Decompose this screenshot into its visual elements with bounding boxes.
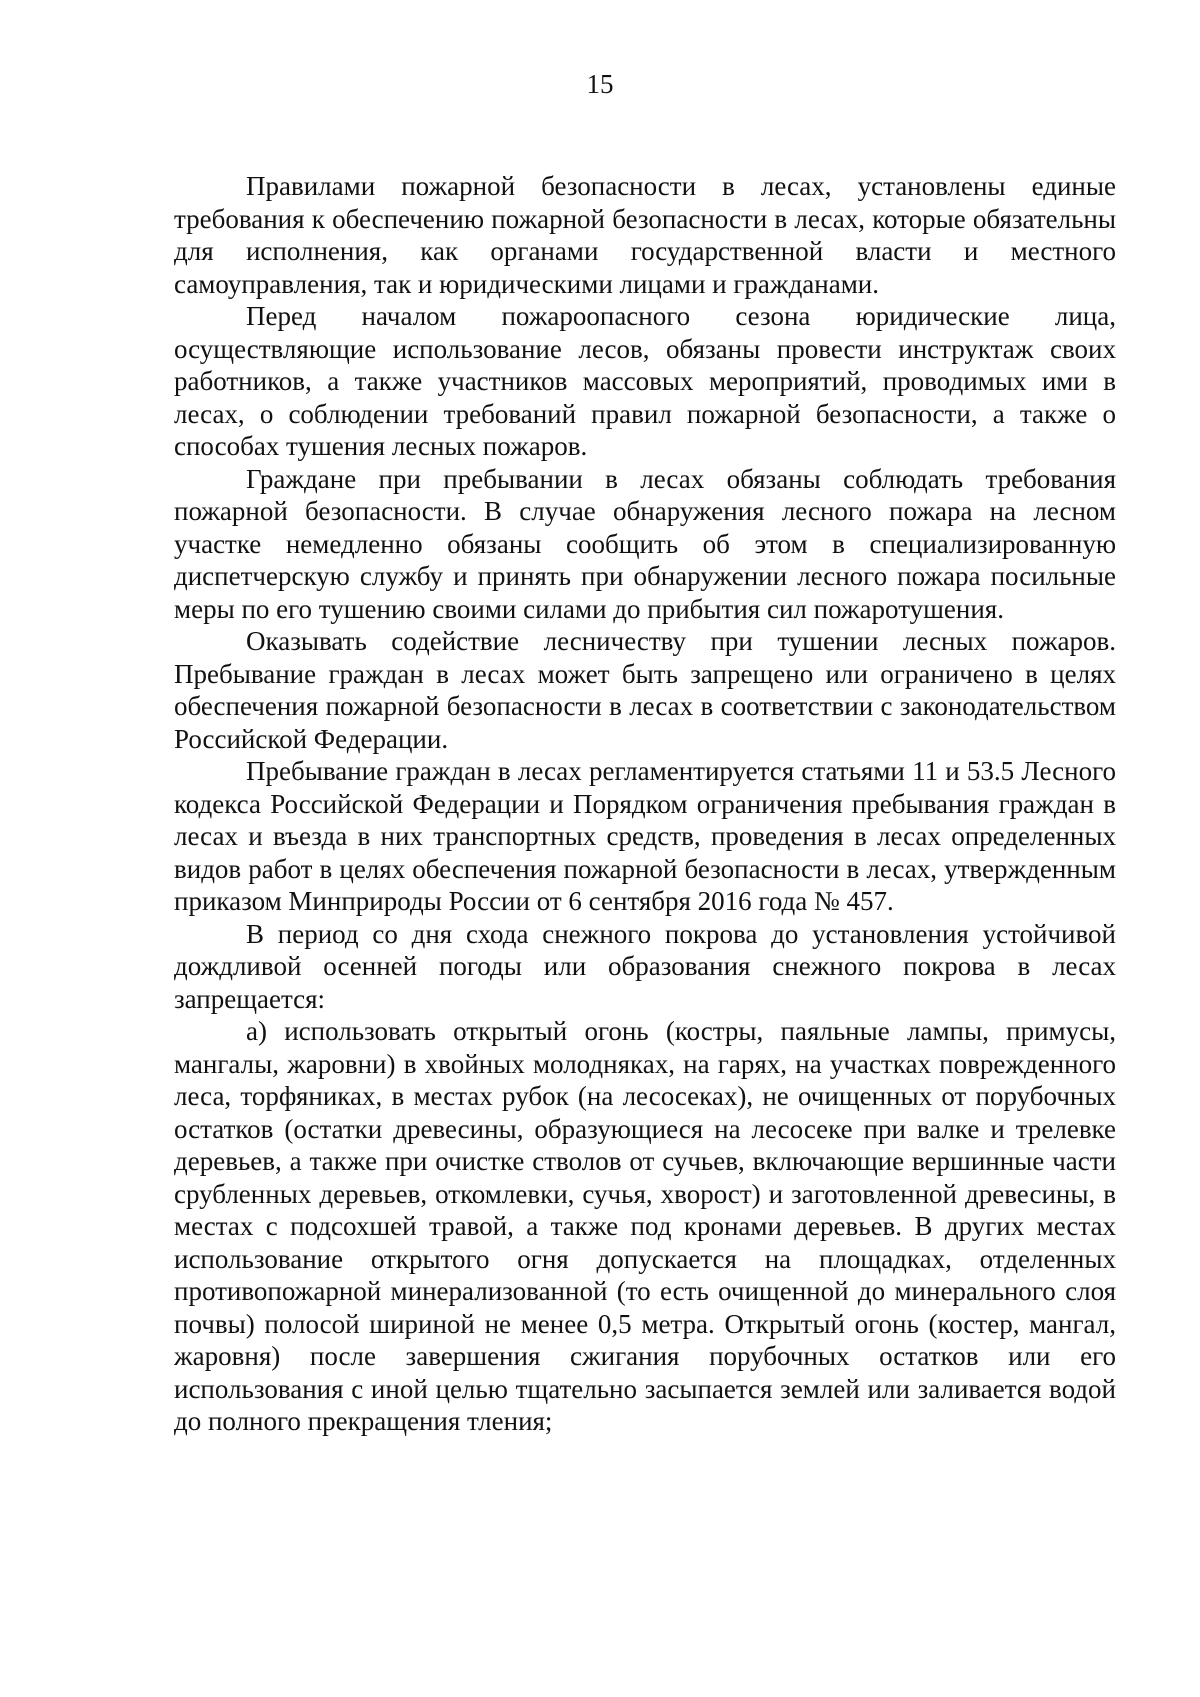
- paragraph-prohibited-period: В период со дня схода снежного покрова до установления устойчивой дождливой осенней погоды или образования снежного покрова в лесах запрещается:: [174, 918, 1116, 1014]
- paragraph-assistance-restrictions: Оказывать содействие лесничеству при тушении лесных пожаров. Пребывание граждан в лесах может быть запрещено или ограничено в целях обеспечения пожарной безопасности в лесах в соответствии с законодательством Российской Федерации.: [174, 626, 1116, 754]
- document-body: [174, 170, 1116, 1438]
- paragraph-item-a-open-fire: а) использовать открытый огонь (костры, паяльные лампы, примусы, мангалы, жаровни) в хвойных молодняках, на гарях, на участках поврежденного леса, торфяниках, в местах рубок (на лесосеках), не очищенных от порубочных остатков (остатки древесины, образующиеся на лесосеке при валке и трелевке деревьев, а также при очистке стволов от сучьев, включающие вершинные части срубленных деревьев, откомлевки, сучья, хворост) и заготовленной древесины, в местах с подсохшей травой, а также под кронами деревьев. В других местах использование открытого огня допускается на площадках, отделенных противопожарной минерализованной (то есть очищенной до минерального слоя почвы) полосой шириной не менее 0,5 метра. Открытый огонь (костер, мангал, жаровня) после завершения сжигания порубочных остатков или его использования с иной целью тщательно засыпается землей или заливается водой до полного прекращения тления;: [174, 1016, 1116, 1436]
- page-number: 15: [586, 69, 614, 99]
- paragraph-legal-entities-briefing: Перед началом пожароопасного сезона юридические лица, осуществляющие использование лесов, обязаны провести инструктаж своих работников, а также участников массовых мероприятий, проводимых ими в лесах, о соблюдении требований правил пожарной безопасности, а также о способах тушения лесных пожаров.: [174, 301, 1116, 461]
- paragraph-regulation-articles: Пребывание граждан в лесах регламентируется статьями 11 и 53.5 Лесного кодекса Российской Федерации и Порядком ограничения пребывания граждан в лесах и въезда в них транспортных средств, проведения в лесах определенных видов работ в целях обеспечения пожарной безопасности в лесах, утвержденным приказом Минприроды России от 6 сентября 2016 года № 457.: [174, 756, 1116, 916]
- paragraph-citizens-duties: Граждане при пребывании в лесах обязаны соблюдать требования пожарной безопасности. В случае обнаружения лесного пожара на лесном участке немедленно обязаны сообщить об этом в специализированную диспетчерскую службу и принять при обнаружении лесного пожара посильные меры по его тушению своими силами до прибытия сил пожаротушения.: [174, 463, 1116, 624]
- paragraph-fire-safety-rules: Правилами пожарной безопасности в лесах, установлены единые требования к обеспечению пожарной безопасности в лесах, которые обязательны для исполнения, как органами государственной власти и местного самоуправления, так и юридическими лицами и гражданами.: [174, 171, 1116, 299]
